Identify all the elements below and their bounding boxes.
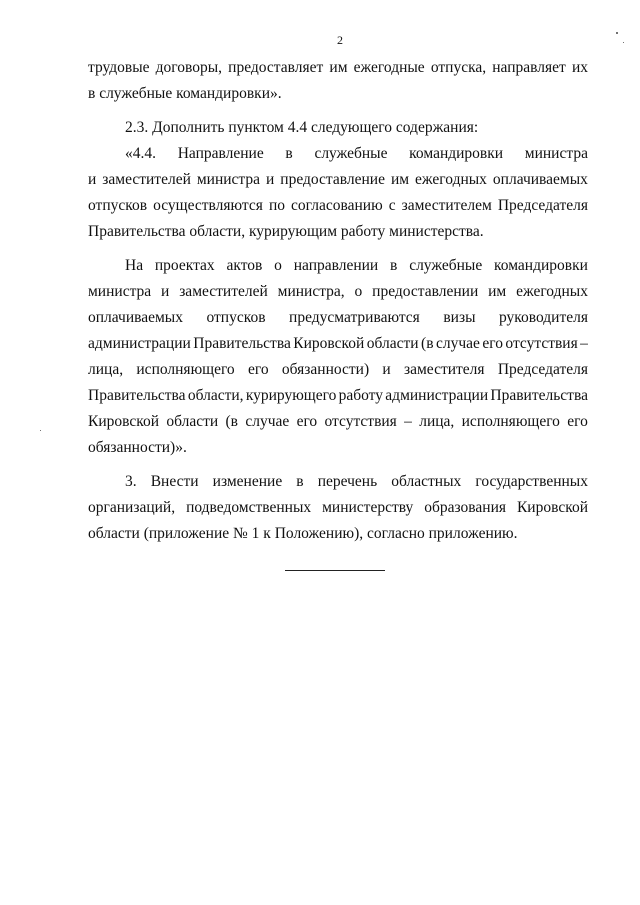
text-line-9 bbox=[88, 279, 588, 305]
text-line-12 bbox=[88, 357, 588, 383]
text-word: его bbox=[296, 413, 318, 430]
text-word: случае bbox=[245, 413, 290, 430]
text-word: – bbox=[580, 335, 588, 352]
text-word: отсутствия bbox=[505, 335, 578, 352]
text-word: Направление bbox=[177, 145, 264, 162]
text-word: предоставление bbox=[280, 171, 385, 188]
text-line-13 bbox=[88, 383, 588, 409]
text-word: Внести bbox=[150, 473, 199, 490]
text-word: Кировской bbox=[293, 335, 365, 352]
text-word: ежегодных bbox=[415, 171, 487, 188]
text-word: образования bbox=[424, 499, 506, 516]
text-word: обязанности) bbox=[281, 361, 370, 378]
text-word: администрации bbox=[88, 335, 191, 352]
text-line-15: обязанности)». bbox=[88, 439, 187, 456]
text-word: командировки bbox=[409, 145, 504, 162]
text-word: в bbox=[285, 145, 293, 162]
text-word: организаций, bbox=[88, 499, 176, 516]
text-word: актов bbox=[226, 257, 263, 274]
text-line-11 bbox=[88, 331, 588, 357]
text-word: области bbox=[166, 413, 219, 430]
text-word: проектах bbox=[154, 257, 215, 274]
text-word: ежегодные bbox=[353, 59, 425, 76]
scan-speck bbox=[616, 32, 618, 34]
page-number: 2 bbox=[337, 33, 343, 47]
text-word: по bbox=[268, 197, 285, 214]
text-word: его bbox=[482, 335, 503, 352]
text-word: (в bbox=[225, 413, 238, 430]
text-word: отпуска, bbox=[430, 59, 487, 76]
text-word: направляет bbox=[492, 59, 566, 76]
text-word: Правительства bbox=[88, 387, 186, 404]
text-word: им bbox=[329, 59, 348, 76]
text-line-3: 2.3. Дополнить пунктом 4.4 следующего содержания: bbox=[125, 119, 479, 136]
text-word: предусматриваются bbox=[289, 309, 420, 326]
text-line-5 bbox=[88, 167, 588, 193]
text-word: о bbox=[354, 283, 363, 300]
text-word: и bbox=[266, 171, 275, 188]
text-word: подведомственных bbox=[186, 499, 312, 516]
text-word: заместителей bbox=[179, 283, 268, 300]
text-word: отпусков bbox=[88, 197, 148, 214]
text-word: министра bbox=[88, 283, 152, 300]
text-word: изменение bbox=[212, 473, 283, 490]
text-word: им bbox=[488, 283, 507, 300]
text-word: лица, bbox=[419, 413, 455, 430]
text-word: отпусков bbox=[206, 309, 266, 326]
text-line-8 bbox=[88, 253, 588, 279]
text-word: направлении bbox=[293, 257, 379, 274]
text-word: министра bbox=[524, 145, 588, 162]
text-line-14 bbox=[88, 409, 588, 435]
text-word: о bbox=[274, 257, 282, 274]
text-word: и bbox=[88, 171, 97, 188]
text-word: трудовые bbox=[88, 59, 150, 76]
text-word: государственных bbox=[475, 473, 588, 490]
text-word: и bbox=[161, 283, 170, 300]
text-word: Председателя bbox=[497, 197, 588, 214]
text-word: области, bbox=[187, 387, 244, 404]
text-word: – bbox=[404, 413, 412, 430]
text-word: предоставлении bbox=[372, 283, 479, 300]
document-body bbox=[88, 55, 588, 547]
text-word: заместителей bbox=[102, 171, 191, 188]
text-word: (в bbox=[421, 335, 434, 352]
text-word: администрации bbox=[385, 387, 489, 404]
text-word: Председателя bbox=[497, 361, 588, 378]
text-word: осуществляются bbox=[153, 197, 263, 214]
text-line-17 bbox=[88, 495, 588, 521]
text-word: в bbox=[296, 473, 304, 490]
text-word: министра bbox=[196, 171, 261, 188]
text-word: предоставляет bbox=[228, 59, 324, 76]
text-word: На bbox=[125, 257, 144, 274]
text-word: Кировской bbox=[88, 413, 160, 430]
scan-speck bbox=[623, 42, 624, 43]
text-word: им bbox=[390, 171, 410, 188]
text-word: исполняющего bbox=[461, 413, 560, 430]
text-word: командировки bbox=[494, 257, 588, 274]
text-word: служебные bbox=[409, 257, 483, 274]
text-line-10 bbox=[88, 305, 588, 331]
text-word: и bbox=[382, 361, 391, 378]
text-word: заместителя bbox=[404, 361, 485, 378]
text-word: служебные bbox=[314, 145, 388, 162]
text-word: договоры, bbox=[155, 59, 223, 76]
text-word: руководителя bbox=[498, 309, 588, 326]
text-line-18: области (приложение № 1 к Положению), согласно приложению. bbox=[88, 525, 518, 542]
text-line-6 bbox=[88, 193, 588, 219]
text-word: согласованию bbox=[291, 197, 383, 214]
text-word: области bbox=[366, 335, 419, 352]
text-word: курирующего bbox=[245, 387, 337, 404]
text-word: «4.4. bbox=[125, 145, 156, 162]
text-word: в bbox=[390, 257, 398, 274]
text-word: его bbox=[567, 413, 588, 430]
text-word: исполняющего bbox=[136, 361, 235, 378]
text-word: Правительства bbox=[490, 387, 588, 404]
text-word: министра, bbox=[277, 283, 345, 300]
text-word: визы bbox=[443, 309, 476, 326]
text-word: областных bbox=[391, 473, 462, 490]
text-word: оплачиваемых bbox=[492, 171, 588, 188]
text-word: его bbox=[247, 361, 269, 378]
text-line-1 bbox=[88, 55, 588, 81]
text-word: министерству bbox=[322, 499, 414, 516]
text-word: 3. bbox=[125, 473, 137, 490]
text-word: отсутствия bbox=[324, 413, 397, 430]
text-line-2: в служебные командировки». bbox=[88, 85, 282, 102]
text-line-16 bbox=[88, 469, 588, 495]
text-word: Правительства bbox=[193, 335, 291, 352]
text-word: ежегодных bbox=[516, 283, 588, 300]
text-word: Кировской bbox=[516, 499, 588, 516]
text-word: лица, bbox=[88, 361, 124, 378]
text-line-4 bbox=[88, 141, 588, 167]
text-word: оплачиваемых bbox=[88, 309, 183, 326]
text-word: заместителем bbox=[401, 197, 492, 214]
text-line-7: Правительства области, курирующим работу министерства. bbox=[88, 223, 484, 240]
scan-speck bbox=[40, 430, 41, 431]
text-word: работу bbox=[338, 387, 384, 404]
closing-rule bbox=[285, 570, 385, 571]
text-word: их bbox=[571, 59, 588, 76]
text-word: случае bbox=[435, 335, 480, 352]
text-word: перечень bbox=[317, 473, 378, 490]
text-word: с bbox=[388, 197, 396, 214]
